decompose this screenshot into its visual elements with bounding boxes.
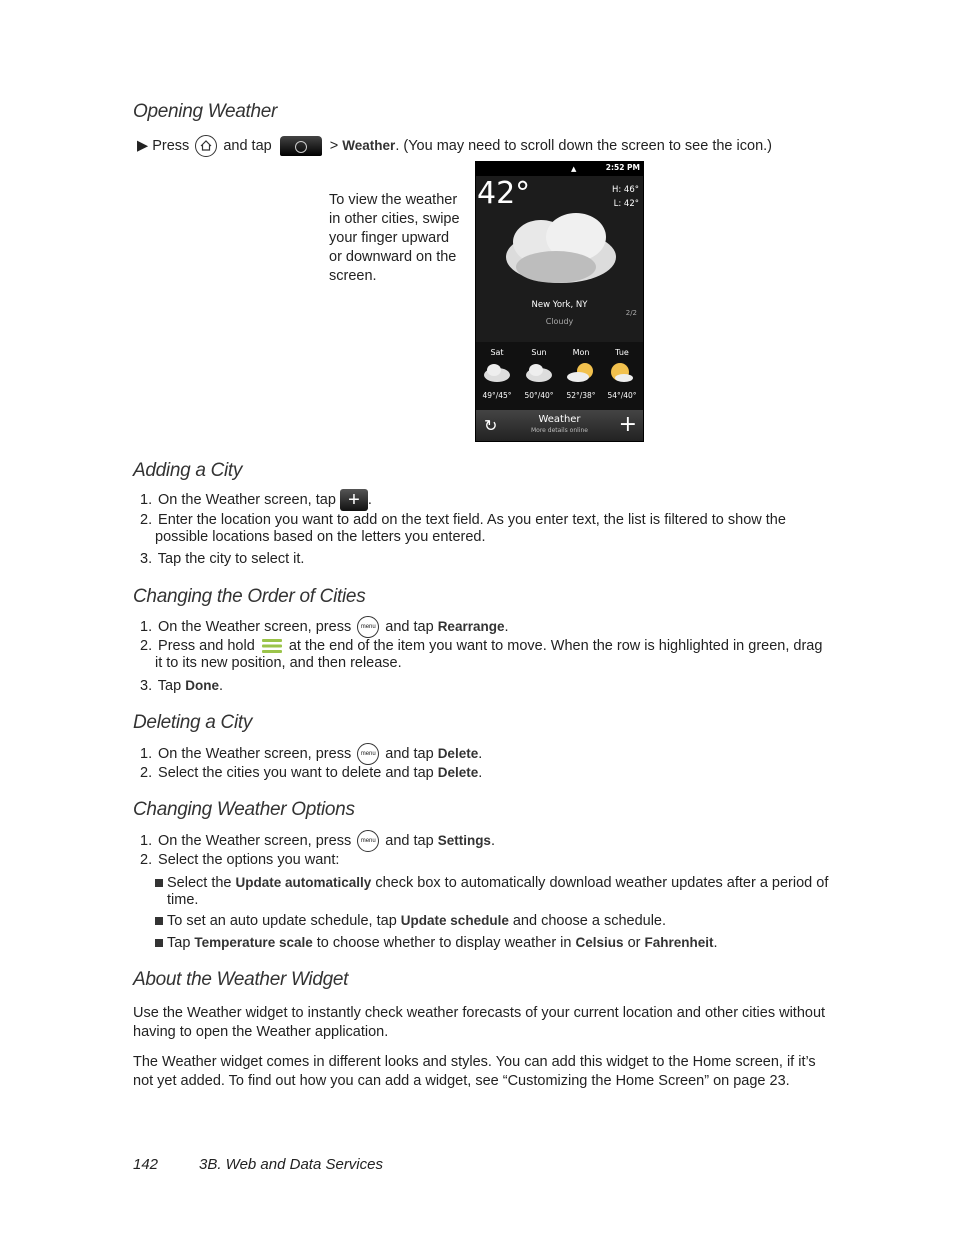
home-icon [195, 135, 217, 157]
menu-icon: menu [357, 616, 379, 638]
bold-term: Celsius [575, 935, 624, 950]
list-item [140, 489, 372, 511]
forecast-day: Sat [490, 348, 504, 357]
bold-term: Update automatically [235, 875, 372, 890]
bold-term: Rearrange [437, 618, 505, 634]
cloud-icon [496, 207, 626, 297]
text: Select the cities you want to delete and tap [158, 765, 434, 781]
text: . [478, 765, 483, 781]
paragraph: Use the Weather widget to instantly check weather forecasts of your current location and other cities without having to open the Weather application. [133, 1005, 826, 1040]
text: . (You may need to scroll down the screen to see the icon.) [395, 137, 772, 154]
list-item [140, 743, 482, 765]
cloud-icon [518, 360, 560, 386]
bold-term: Done [185, 678, 219, 693]
bold-term: Temperature scale [194, 935, 313, 950]
list-item [140, 852, 339, 869]
note-line: or downward on the [329, 249, 457, 265]
opening-step [137, 135, 772, 157]
note-line: in other cities, swipe [329, 211, 460, 227]
square-bullet-icon [155, 939, 163, 947]
bold-term: Fahrenheit [644, 935, 714, 950]
list-item [140, 551, 304, 568]
signal-icon: ▲ [571, 165, 577, 173]
paragraph: The Weather widget comes in different looks and styles. You can add this widget to the Home screen, if it’s not yet added. To find out how you can add a widget, see “Customizing the Home Screen” on page 23. [133, 1054, 816, 1089]
status-bar [476, 162, 643, 176]
step-number: 1. [140, 491, 153, 508]
list-item-cont: possible locations based on the letters you entered. [155, 529, 486, 545]
bold-term: Settings [437, 832, 491, 848]
step-number: 2. [140, 512, 153, 528]
plus-icon: + [340, 489, 368, 511]
forecast-range: 50°/40° [524, 391, 554, 400]
text: or [627, 935, 641, 951]
step-number: 1. [140, 832, 153, 849]
current-temp: 42° [477, 176, 531, 211]
text: On the Weather screen, tap [158, 491, 336, 508]
step-number: 2. [140, 852, 153, 868]
cloud-icon [476, 360, 518, 386]
weather-app-name: Weather [342, 137, 396, 153]
text: Press [152, 137, 190, 154]
text: and tap [385, 832, 434, 849]
text: to choose whether to display weather in [316, 935, 572, 951]
heading-weather-options: Changing Weather Options [133, 799, 355, 820]
step-number: 3. [140, 551, 153, 567]
text: > [329, 137, 339, 154]
list-item [140, 677, 223, 695]
step-number: 3. [140, 678, 153, 694]
condition: Cloudy [545, 317, 574, 326]
section-name: 3B. Web and Data Services [199, 1156, 383, 1173]
bullet-item [167, 874, 837, 909]
text: . [367, 491, 372, 508]
note-line: To view the weather [329, 192, 458, 208]
square-bullet-icon [155, 917, 163, 925]
city-name: New York, NY [531, 300, 588, 310]
refresh-icon[interactable]: ↻ [484, 416, 498, 435]
step-number: 1. [140, 618, 153, 635]
bar-subtitle[interactable]: More details online [531, 427, 588, 434]
text: check box to automatically download weather updates after a period of [375, 875, 829, 891]
list-item [140, 764, 482, 782]
weather-bottom-bar [476, 410, 643, 441]
grip-handle-icon [261, 638, 283, 654]
forecast-day: Tue [615, 348, 629, 357]
add-city-icon[interactable]: + [618, 412, 637, 437]
text: at the end of the item you want to move. When the row is highlighted in green, drag [288, 638, 823, 654]
arrow-bullet-icon: ▶ [137, 137, 149, 154]
forecast-range: 52°/38° [566, 391, 596, 400]
menu-icon: menu [357, 830, 379, 852]
list-item [140, 638, 822, 655]
text: and tap [223, 137, 272, 154]
text: . [478, 745, 483, 762]
apps-tab-icon [280, 136, 322, 156]
text: Press and hold [158, 638, 255, 654]
forecast-day: Sun [531, 348, 547, 357]
text: Tap [157, 678, 182, 694]
text: To set an auto update schedule, tap [167, 913, 397, 929]
bold-term: Delete [437, 765, 479, 780]
list-item [140, 512, 786, 529]
text: Tap the city to select it. [157, 551, 305, 567]
page-number: 142 [133, 1156, 159, 1173]
bold-term: Update schedule [400, 913, 509, 928]
note-line: your finger upward [329, 230, 450, 246]
sun-cloud-icon [601, 360, 643, 386]
menu-icon: menu [357, 743, 379, 765]
text: Select the options you want: [158, 852, 340, 868]
square-bullet-icon [155, 879, 163, 887]
text: . [504, 618, 509, 635]
text: Enter the location you want to add on the text field. As you enter text, the list is filtered to show the [158, 512, 786, 528]
forecast-day: Mon [572, 348, 590, 357]
sun-cloud-icon [560, 360, 602, 386]
forecast-range: 54°/40° [607, 391, 637, 400]
note-line: screen. [329, 268, 377, 284]
text: and tap [385, 618, 434, 635]
text: . [713, 935, 718, 951]
bullet-item [167, 912, 837, 930]
text: and tap [385, 745, 434, 762]
text: On the Weather screen, press [158, 745, 352, 762]
side-note [329, 191, 460, 286]
text: . [218, 678, 223, 694]
heading-deleting-city: Deleting a City [133, 712, 253, 733]
text: On the Weather screen, press [158, 832, 352, 849]
forecast-range: 49°/45° [482, 391, 512, 400]
bar-title: Weather [538, 414, 581, 425]
forecast-strip [476, 342, 643, 410]
low-temp: L: 42° [613, 199, 639, 209]
text: . [490, 832, 495, 849]
high-temp: H: 46° [611, 185, 639, 195]
list-item [140, 830, 495, 852]
list-item [140, 616, 509, 638]
text: Tap [167, 935, 191, 951]
text: On the Weather screen, press [158, 618, 352, 635]
bold-term: Delete [437, 745, 479, 761]
step-number: 2. [140, 638, 153, 654]
weather-screenshot [475, 161, 644, 442]
status-time: 2:52 PM [605, 163, 640, 172]
text: time. [167, 892, 199, 908]
text: and choose a schedule. [512, 913, 667, 929]
page-indicator[interactable]: 2/2 [625, 309, 637, 317]
heading-opening-weather: Opening Weather [133, 101, 278, 122]
heading-changing-order: Changing the Order of Cities [133, 586, 366, 607]
bullet-item [167, 934, 837, 952]
heading-adding-city: Adding a City [133, 460, 243, 481]
step-number: 2. [140, 765, 153, 781]
list-item-cont: it to its new position, and then release. [155, 655, 402, 671]
step-number: 1. [140, 745, 153, 762]
text: Select the [167, 875, 232, 891]
heading-weather-widget: About the Weather Widget [133, 969, 349, 990]
